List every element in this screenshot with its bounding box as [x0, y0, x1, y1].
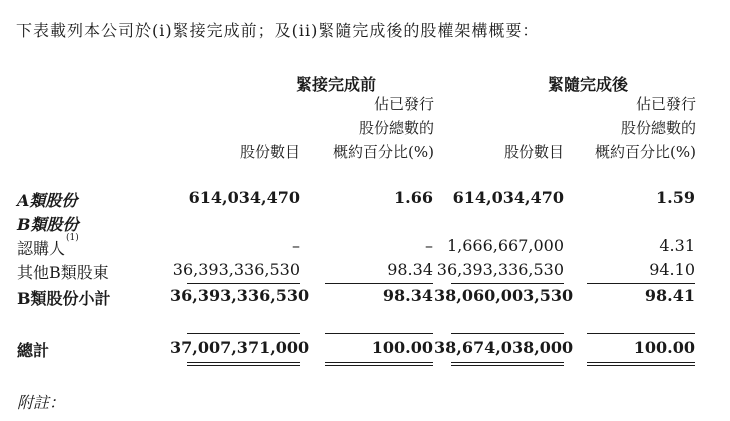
cell-total-after-shares: 38,674,038,000	[434, 338, 574, 357]
rule-before-shares	[187, 283, 300, 284]
cell-a-after-shares: 614,034,470	[452, 188, 564, 207]
double-rule-before-pct	[325, 362, 433, 366]
col-header-pct-line2: 股份總數的	[358, 119, 434, 137]
cell-subtotal-before-shares: 36,393,336,530	[170, 286, 310, 305]
double-rule-after-shares	[451, 362, 564, 366]
rule-total-before-pct	[325, 333, 433, 334]
subscriber-label-text: 認購人	[17, 239, 66, 258]
cell-subtotal-after-shares: 38,060,003,530	[434, 286, 574, 305]
cell-subtotal-before-pct: 98.34	[382, 286, 433, 305]
cell-other-before-shares: 36,393,336,530	[172, 260, 300, 279]
cell-total-before-pct: 100.00	[371, 338, 433, 357]
cell-sub-after-pct: 4.31	[659, 236, 695, 255]
rule-total-after-pct	[587, 333, 695, 334]
intro-text: 下表載列本公司於(i)緊接完成前；及(ii)緊隨完成後的股權架構概要：	[16, 21, 540, 40]
cell-sub-after-shares: 1,666,667,000	[446, 236, 564, 255]
row-label-b-shares: B類股份	[17, 215, 79, 234]
cell-other-after-shares: 36,393,336,530	[436, 260, 564, 279]
cell-sub-before-pct: –	[425, 236, 433, 255]
cell-a-after-pct: 1.59	[656, 188, 695, 207]
rule-after-shares	[451, 283, 564, 284]
row-label-b-subtotal: B類股份小計	[17, 289, 111, 308]
col-header-pct-line1: 佔已發行	[635, 95, 696, 113]
col-header-after-shares: 股份數目	[503, 143, 564, 161]
rule-total-before-shares	[187, 333, 300, 334]
row-label-other-b: 其他B類股東	[17, 263, 109, 282]
double-rule-before-shares	[187, 362, 300, 366]
rule-before-pct	[325, 283, 433, 284]
rule-total-after-shares	[451, 333, 564, 334]
cell-a-before-shares: 614,034,470	[188, 188, 300, 207]
col-header-pct-line3: 概約百分比(%)	[595, 143, 696, 161]
notes-label: 附註：	[17, 393, 66, 412]
col-header-after-pct	[572, 92, 696, 164]
cell-total-after-pct: 100.00	[633, 338, 695, 357]
col-header-pct-line2: 股份總數的	[620, 119, 696, 137]
footnote-marker: (1)	[66, 233, 79, 243]
row-label-total: 總計	[17, 341, 50, 360]
group-heading-after: 緊隨完成後	[547, 75, 628, 94]
col-header-pct-line3: 概約百分比(%)	[333, 143, 434, 161]
group-heading-before: 緊接完成前	[295, 75, 376, 94]
cell-a-before-pct: 1.66	[394, 188, 433, 207]
cell-other-after-pct: 94.10	[649, 260, 695, 279]
double-rule-after-pct	[587, 362, 695, 366]
cell-other-before-pct: 98.34	[387, 260, 433, 279]
cell-subtotal-after-pct: 98.41	[644, 286, 695, 305]
col-header-before-shares: 股份數目	[239, 143, 300, 161]
col-header-pct-line1: 佔已發行	[373, 95, 434, 113]
row-label-subscriber	[17, 233, 79, 259]
cell-sub-before-shares: –	[292, 236, 300, 255]
col-header-before-pct	[310, 92, 434, 164]
cell-total-before-shares: 37,007,371,000	[170, 338, 310, 357]
row-label-a-shares: A類股份	[17, 191, 78, 210]
rule-after-pct	[587, 283, 695, 284]
